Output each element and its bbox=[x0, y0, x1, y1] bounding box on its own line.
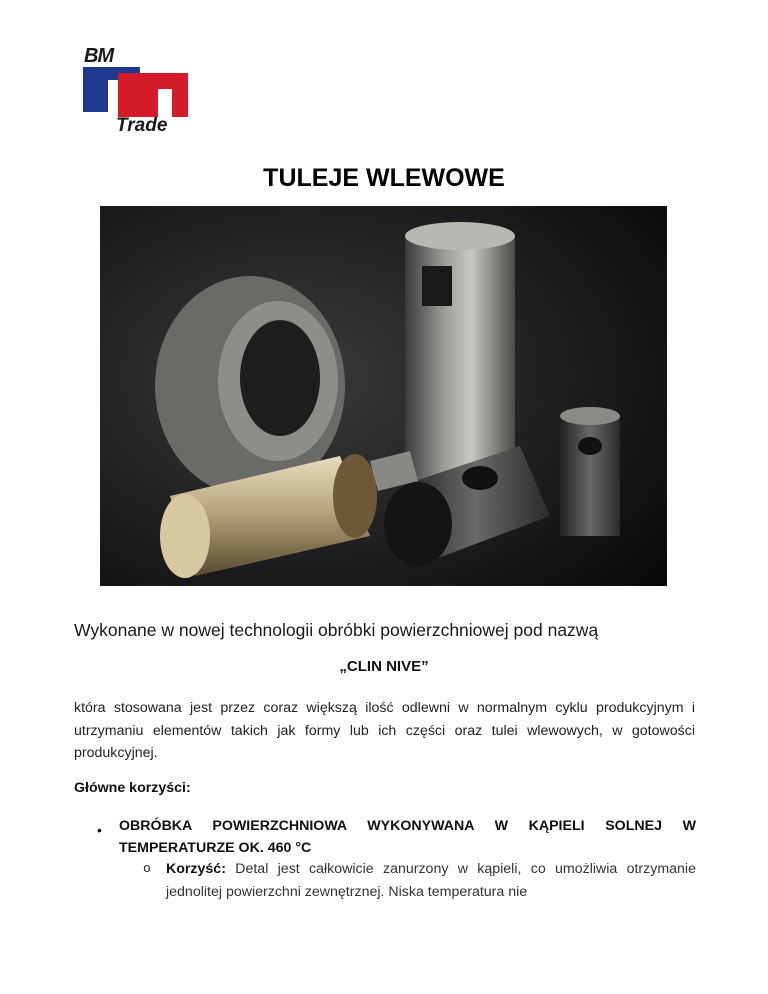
benefit-text: Detal jest całkowicie zanurzony w kąpieli, co umożliwia otrzymanie jednolitej powierzchni zewnętrznej. Niska temperatura nie bbox=[166, 861, 696, 900]
intro-text: Wykonane w nowej technologii obróbki powierzchniowej pod nazwą bbox=[74, 620, 599, 640]
benefit-label: Korzyść: bbox=[166, 861, 226, 877]
description-paragraph: która stosowana jest przez coraz większą ilość odlewni w normalnym cyklu produkcyjnym i utrzymaniu elementów takich jak formy lub ich części oraz tulei wlewowych, w gotowości produkcyjnej. bbox=[74, 700, 695, 761]
technology-name: „CLIN NIVE” bbox=[339, 658, 429, 675]
sub-bullet-marker: o bbox=[143, 861, 151, 876]
bullet-marker: • bbox=[97, 822, 102, 838]
company-logo bbox=[80, 45, 195, 137]
bullet-item-text: OBRÓBKA POWIERZCHNIOWA WYKONYWANA W KĄPIELI SOLNEJ W TEMPERATURZE OK. 460 °C bbox=[119, 818, 696, 856]
logo-trade-text: Trade bbox=[116, 115, 168, 136]
product-photo bbox=[100, 206, 667, 586]
logo-bm-text: BM bbox=[84, 45, 114, 67]
benefits-heading: Główne korzyści: bbox=[74, 780, 191, 796]
page-title: TULEJE WLEWOWE bbox=[263, 164, 505, 192]
sub-bullet-item bbox=[166, 858, 696, 903]
